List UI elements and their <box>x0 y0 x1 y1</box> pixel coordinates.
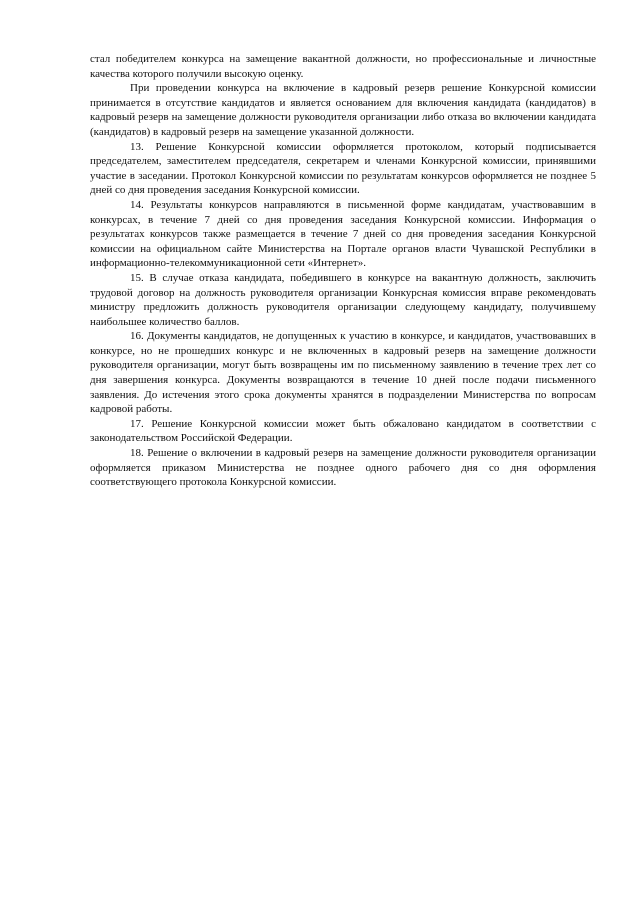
paragraph-15: 15. В случае отказа кандидата, победившего в конкурсе на вакантную должность, заключить трудовой договор на должность руководителя организации Конкурсная комиссия вправе рекомендовать министру предложить должность руководителя организации следующему кандидату, получившему наибольшее количество баллов. <box>90 271 596 328</box>
document-page <box>90 52 596 490</box>
paragraph-16: 16. Документы кандидатов, не допущенных к участию в конкурсе, и кандидатов, участвовавших в конкурсе, но не прошедших конкурс и не включенных в кадровый резерв на замещение должности руководителя организации, могут быть возвращены им по письменному заявлению в течение трех лет со дня завершения конкурса. Документы возвращаются в течение 10 дней после подачи письменного заявления. До истечения этого срока документы хранятся в подразделении Министерства по вопросам кадровой работы. <box>90 330 596 416</box>
paragraph-reserve-decision: При проведении конкурса на включение в кадровый резерв решение Конкурсной комиссии принимается в отсутствие кандидатов и является основанием для включения кандидата (кандидатов) в кадровый резерв на замещение должности руководителя организации либо отказа во включении кандидата (кандидатов) в кадровый резерв на замещение указанной должности. <box>90 82 596 138</box>
paragraph-13: 13. Решение Конкурсной комиссии оформляется протоколом, который подписывается председателем, заместителем председателя, секретарем и членами Конкурсной комиссии, принявшими участие в заседании. Протокол Конкурсной комиссии по результатам конкурсов оформляется не позднее 5 дней со дня проведения заседания Конкурсной комиссии. <box>90 140 596 197</box>
paragraph-14: 14. Результаты конкурсов направляются в письменной форме кандидатам, участвовавшим в конкурсах, в течение 7 дней со дня проведения заседания Конкурсной комиссии. Информация о результатах конкурсов также размещается в течение 7 дней со дня проведения заседания Конкурсной комиссии на официальном сайте Министерства на Портале органов власти Чувашской Республики в информационно-телекоммуникационной сети «Интернет». <box>90 198 596 270</box>
paragraph-continuation: стал победителем конкурса на замещение вакантной должности, но профессиональные и личностные качества которого получили высокую оценку. <box>90 53 596 80</box>
paragraph-17: 17. Решение Конкурсной комиссии может быть обжаловано кандидатом в соответствии с законодательством Российской Федерации. <box>90 417 596 445</box>
paragraph-18: 18. Решение о включении в кадровый резерв на замещение должности руководителя организации оформляется приказом Министерства не позднее одного рабочего дня со дня оформления соответствующего протокола Конкурсной комиссии. <box>90 447 596 489</box>
